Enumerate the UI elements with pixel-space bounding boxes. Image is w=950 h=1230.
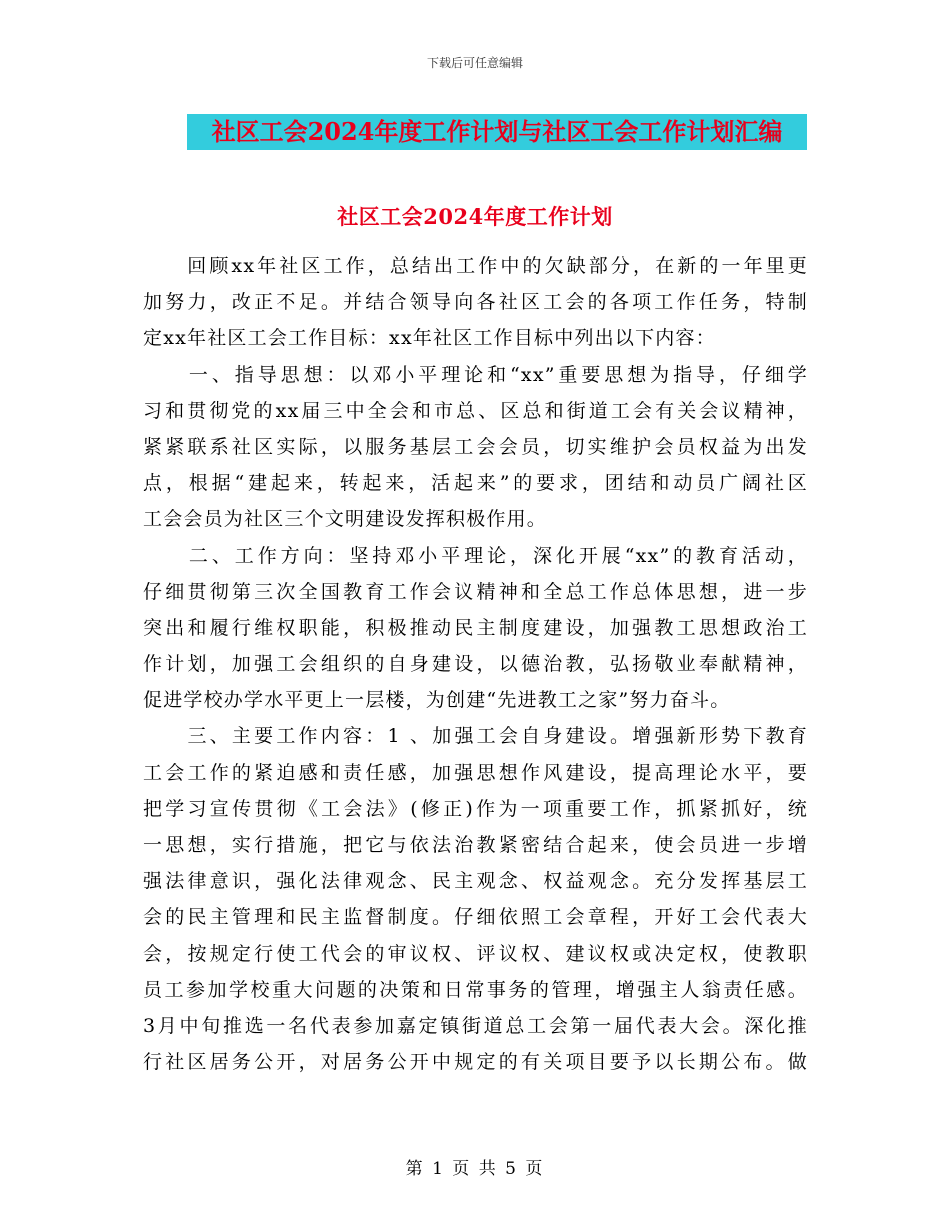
body-line: 加努力，改正不足。并结合领导向各社区工会的各项工作任务，特制 <box>143 291 808 314</box>
body-line: 突出和履行维权职能，积极推动民主制度建设，加强教工思想政治工 <box>143 616 808 639</box>
main-title-highlight <box>187 114 807 150</box>
section-title: 社区工会2024年度工作计划 <box>337 204 613 229</box>
body-line: 三、主要工作内容：1 、加强工会自身建设。增强新形势下教育 <box>143 725 808 748</box>
body-line: 习和贯彻党的xx届三中全会和市总、区总和街道工会有关会议精神， <box>143 399 808 422</box>
body-line: 3月中旬推选一名代表参加嘉定镇街道总工会第一届代表大会。深化推 <box>143 1014 808 1037</box>
body-line: 把学习宣传贯彻《工会法》(修正)作为一项重要工作，抓紧抓好，统 <box>143 797 808 820</box>
body-line: 二、工作方向：坚持邓小平理论，深化开展“xx”的教育活动， <box>143 544 808 567</box>
page-header-note: 下载后可任意编辑 <box>426 56 523 70</box>
body-line: 行社区居务公开，对居务公开中规定的有关项目要予以长期公布。做 <box>143 1051 808 1074</box>
body-line: 员工参加学校重大问题的决策和日常事务的管理，增强主人翁责任感。 <box>143 978 808 1001</box>
body-line: 紧紧联系社区实际，以服务基层工会会员，切实维护会员权益为出发 <box>143 435 808 458</box>
document-main-title: 社区工会2024年度工作计划与社区工会工作计划汇编 <box>211 117 783 146</box>
body-line: 会，按规定行使工代会的审议权、评议权、建议权或决定权，使教职 <box>143 942 808 965</box>
document-body <box>143 248 808 1080</box>
body-line: 工会工作的紧迫感和责任感，加强思想作风建设，提高理论水平，要 <box>143 761 808 784</box>
body-line: 仔细贯彻第三次全国教育工作会议精神和全总工作总体思想，进一步 <box>143 580 808 603</box>
body-line: 回顾xx年社区工作，总结出工作中的欠缺部分，在新的一年里更 <box>143 255 808 277</box>
body-line: 定xx年社区工会工作目标：xx年社区工作目标中列出以下内容： <box>143 327 716 350</box>
body-line: 促进学校办学水平更上一层楼，为创建“先进教工之家”努力奋斗。 <box>143 689 731 712</box>
body-line: 工会会员为社区三个文明建设发挥积极作用。 <box>143 508 548 531</box>
body-line: 作计划，加强工会组织的自身建设，以德治教，弘扬敬业奉献精神， <box>143 653 808 676</box>
body-line: 一思想，实行措施，把它与依法治教紧密结合起来，使会员进一步增 <box>143 834 808 856</box>
body-line: 点，根据“建起来，转起来，活起来”的要求，团结和动员广阔社区 <box>143 472 808 495</box>
body-line: 会的民主管理和民主监督制度。仔细依照工会章程，开好工会代表大 <box>143 906 808 929</box>
body-line: 一、指导思想：以邓小平理论和“xx”重要思想为指导，仔细学 <box>143 363 808 386</box>
page-footer-number: 第 1 页 共 5 页 <box>405 1159 545 1179</box>
body-line: 强法律意识，强化法律观念、民主观念、权益观念。充分发挥基层工 <box>143 870 808 893</box>
